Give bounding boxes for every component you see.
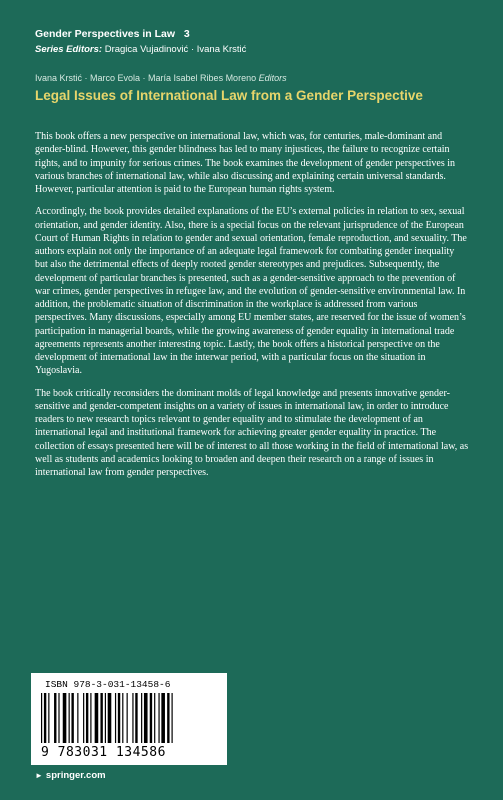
editors-role: Editors (258, 73, 287, 83)
book-editors (35, 72, 475, 84)
blurb-paragraph-3: The book critically reconsiders the dominant molds of legal knowledge and presents innovative gender-sensitive and gender-competent insights on a variety of issues in international law, in order to introduce readers to new research topics relevant to gender equality and to stimulate the development of an international legal and institutional framework for achieving greater gender equality in practice. The collection of essays presented here will be of interest to all those working in the field of international law, as well as students and academics looking to broaden and deepen their research on a range of issues in international law from gender perspectives. (35, 387, 469, 478)
series-title: Gender Perspectives in Law (35, 28, 176, 40)
series-editors: Dragica Vujadinović · Ivana Krstić (104, 44, 247, 55)
book-title: Legal Issues of International Law from a Gender Perspective (35, 88, 423, 103)
series-title-line (35, 27, 475, 42)
series-editors-line (35, 43, 475, 57)
arrow-right-icon: ► (35, 771, 43, 780)
editor-names: Ivana Krstić · Marco Evola · María Isabel Ribes Moreno (35, 73, 257, 83)
blurb (35, 130, 469, 488)
isbn-text: ISBN 978-3-031-13458-6 (45, 679, 171, 690)
isbn-barcode (31, 673, 227, 765)
blurb-paragraph-1: This book offers a new perspective on international law, which was, for centuries, male-dominant and gender-blind. However, this gender blindness has led to many injustices, the failure to recognize certain rights, and to impunity for serious crimes. The book examines the development of gender perspectives in various branches of international law, while also discussing and explaining certain universal standards. However, particular attention is paid to the European human rights system. (35, 131, 455, 195)
series-editors-label: Series Editors: (35, 44, 103, 55)
barcode-bars (41, 693, 217, 745)
publisher-url[interactable] (35, 770, 106, 781)
series-number: 3 (183, 28, 190, 40)
blurb-paragraph-2: Accordingly, the book provides detailed explanations of the EU’s external policies in relation to sex, sexual orientation, and gender identity. Also, there is a special focus on the relevant jurisprudence of the European Court of Human Rights in relation to gender and sexual orientation, female reproduction, and sexuality. The authors explain not only the importance of an adequate legal framework for combating gender inequality but also the detrimental effects of deeply rooted gender stereotypes and prejudices. Subsequently, the development of particular branches is presented, such as a gender-sensitive approach to the prevention of war crimes, gender perspectives in refugee law, and the evolution of gender-sensitive environmental law. In addition, the problematic situation of discrimination in the workplace is addressed from various perspectives. Many discussions, especially among EU member states, are reserved for the issue of women’s participation in managerial boards, while the growing awareness of gender equality in international trade agreements represents another interesting topic. Lastly, the book offers a historical perspective on the development of international law in the interwar period, with a particular focus on the situation in Yugoslavia. (35, 206, 467, 377)
barcode-digits: 9 783031 134586 (41, 745, 166, 760)
series-info (35, 27, 475, 57)
publisher-url-text: springer.com (45, 770, 106, 781)
